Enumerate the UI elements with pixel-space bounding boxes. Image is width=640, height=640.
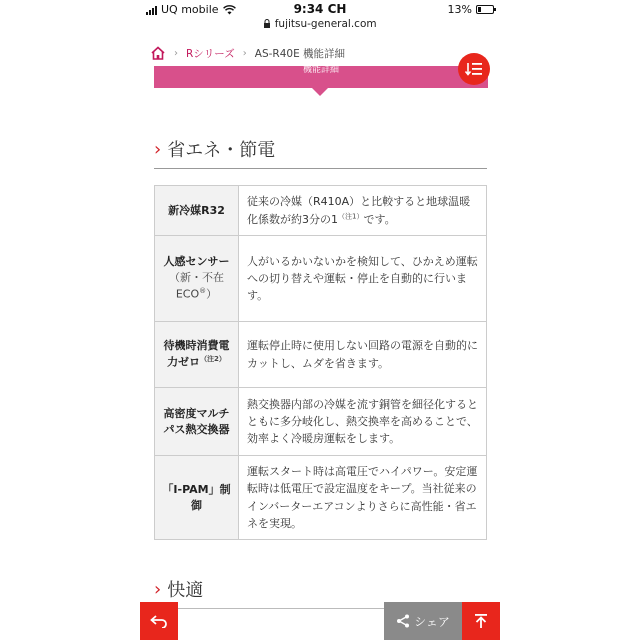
row-desc-text: 熱交換器内部の冷媒を流す銅管を細径化するとともに多分岐化し、熱交換率を高めることで、効率よく冷暖房運転をします。 (247, 397, 478, 446)
row-desc (239, 236, 487, 322)
row-label-sub-text: （新・不在ECO (169, 271, 224, 301)
share-label: シェア (414, 614, 450, 629)
scroll-top-button[interactable] (462, 602, 500, 640)
arrow-up-icon (473, 613, 489, 629)
registered-mark: ® (199, 287, 207, 296)
row-label (155, 186, 239, 236)
breadcrumb-separator: › (174, 47, 178, 59)
table-row (155, 456, 487, 540)
table-row (155, 322, 487, 388)
section-title-eco: 省エネ・節電 (167, 140, 276, 161)
battery-icon (476, 5, 494, 14)
tab-pointer (312, 88, 328, 96)
row-label (155, 456, 239, 540)
status-right (448, 3, 494, 16)
row-label-text: 待機時消費電力ゼロ (163, 339, 230, 369)
breadcrumb-current: AS-R40E 機能詳細 (254, 47, 346, 60)
url-text: fujitsu-general.com (274, 18, 377, 30)
row-desc (239, 186, 487, 236)
feature-tab[interactable] (154, 66, 488, 88)
row-label-text: 高密度マルチパス熱交換器 (163, 406, 230, 436)
back-button[interactable] (140, 602, 178, 640)
clock: 9:34 CH (293, 2, 347, 16)
row-label-text: 人感センサー (163, 255, 230, 269)
share-icon (396, 614, 410, 628)
breadcrumb-separator: › (242, 47, 247, 59)
status-bar (140, 0, 500, 30)
table-row (155, 388, 487, 456)
table-row (155, 186, 487, 236)
footnote-ref[interactable]: （注2） (200, 355, 226, 364)
row-desc-text: 人がいるかいないかを検知して、ひかえめ運転への切り替えや運転・停止を自動的に行います。 (247, 254, 478, 303)
chevron-right-icon: › (154, 578, 162, 600)
table-row (155, 236, 487, 322)
breadcrumb-link-r-series[interactable]: Rシリーズ (186, 47, 235, 60)
section-title-comfort: 快適 (167, 580, 204, 601)
row-label-sub-tail: ） (206, 287, 218, 301)
url-bar[interactable] (140, 18, 500, 30)
home-icon[interactable] (150, 46, 166, 60)
row-label (155, 388, 239, 456)
row-desc-tail: です。 (363, 212, 396, 226)
row-desc (239, 322, 487, 388)
row-label-text: 「I-PAM」制御 (162, 482, 231, 512)
phone-screen (140, 0, 500, 640)
footnote-ref[interactable]: （注1） (338, 211, 364, 220)
share-button[interactable] (384, 602, 462, 640)
row-desc-text: 運転停止時に使用しない回路の電源を自動的にカットし、ムダを省きます。 (247, 339, 478, 370)
spec-table (154, 185, 487, 540)
row-desc-text: 運転スタート時は高電圧でハイパワー。安定運転時は低電圧で設定温度をキープ。当社従来のインバーターエアコンよりさらに高性能・省エネを実現。 (247, 465, 478, 530)
carrier-name: UQ mobile (161, 3, 219, 16)
sort-list-icon (465, 62, 483, 76)
battery-percent: 13% (447, 3, 472, 16)
bottom-action-bar (140, 602, 500, 640)
page-menu-button[interactable] (458, 53, 490, 85)
row-label (155, 236, 239, 322)
row-desc (239, 388, 487, 456)
row-label-text: 新冷媒R32 (168, 203, 225, 217)
row-label-sub (159, 270, 234, 303)
breadcrumb (140, 40, 500, 66)
chevron-right-icon: › (154, 138, 162, 160)
section-heading-eco (154, 136, 487, 169)
row-label (155, 322, 239, 388)
row-desc (239, 456, 487, 540)
feature-tab-label: 機能詳細 (302, 66, 339, 74)
back-arrow-icon (150, 614, 168, 628)
lock-icon (263, 19, 271, 28)
row-desc-text: 従来の冷媒（R410A）と比較すると地球温暖化係数が約3分の1 (247, 195, 471, 226)
